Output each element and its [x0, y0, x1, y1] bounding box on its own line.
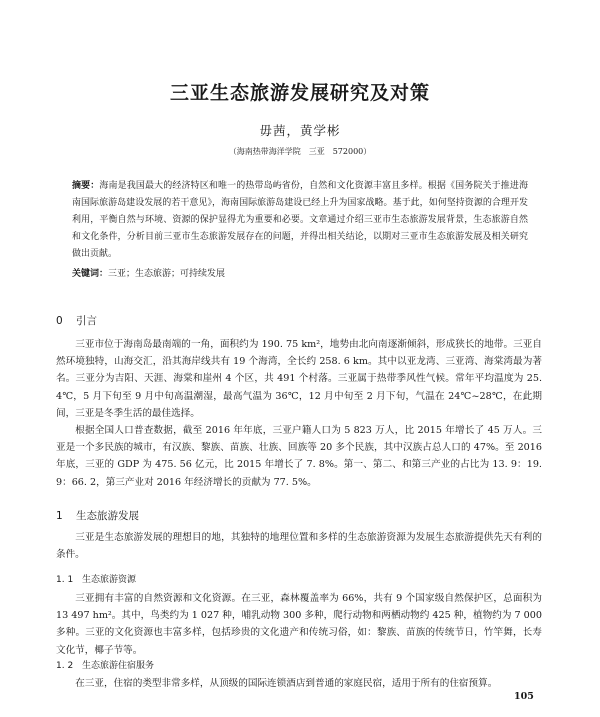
- intro-paragraph-1: 三亚市位于海南岛最南端的一角，面积约为 190. 75 km²，地势由北向南逐渐倾斜，形成狭长的地带。三亚自然环境独特，山海交汇，沿其海岸线共有 19 个海湾，全长约 258. 6 km。其中以亚龙湾、三亚湾、海棠湾最为著名。三亚分为吉阳、天涯、海棠和崖州 4 个区，共 491 个村落。三亚属于热带季风性气候。常年平均温度为 25. 4℃，5 月下旬至 9 月中旬高温潮湿，最高气温为 36℃，12 月中旬至 2 月下旬，气温在 24℃~28℃，在此期间，三亚是冬季生活的最佳选择。: [56, 339, 542, 419]
- section-heading-0: [56, 313, 97, 328]
- subsection-title: 生态旅游住宿服务: [82, 661, 155, 671]
- keywords-text: 三亚；生态旅游；可持续发展: [108, 269, 226, 279]
- keywords: [72, 266, 528, 282]
- paper-title: 三亚生态旅游发展研究及对策: [169, 82, 430, 104]
- section1-paragraph: 三亚是生态旅游发展的理想目的地，其独特的地理位置和多样的生态旅游资源为发展生态旅游提供先天有利的条件。: [56, 532, 542, 561]
- intro-paragraph-2: 根据全国人口普查数据，截至 2016 年年底，三亚户籍人口为 5 823 万人，比 2015 年增长了 45 万人。三亚是一个多民族的城市，有汉族、黎族、苗族、壮族、回族等 20 多个民族，其中汉族占总人口的 47%。至 2016 年底，三亚的 GDP 为 475. 56 亿元，比 2015 年增长了 7. 8%。第一、第二、和第三产业的占比为 13. 9：19. 9：66. 2，第三产业对 2016 年经济增长的贡献为 77. 5%。: [56, 425, 542, 488]
- section-number: 1: [56, 510, 63, 522]
- page-number: 105: [514, 691, 534, 702]
- subsection-number: 1. 2: [56, 661, 74, 671]
- subsection-heading-1-2: [56, 658, 154, 671]
- subsection-title: 生态旅游资源: [82, 575, 137, 585]
- subsection-1-2-paragraph: 在三亚，住宿的类型非常多样，从顶级的国际连锁酒店到普通的家庭民宿，适用于所有的住宿预算。: [75, 678, 498, 689]
- keywords-label: 关键词：: [72, 269, 109, 279]
- abstract-label: 摘要：: [72, 181, 100, 191]
- author-line: 毋茜，黄学彬: [259, 123, 341, 138]
- section-heading-1: [56, 508, 139, 523]
- abstract-text: 海南是我国最大的经济特区和唯一的热带岛屿省份，自然和文化资源丰富且多样。根据《国务院关于推进海南国际旅游岛建设发展的若干意见》，海南国际旅游岛建设已经上升为国家战略。基于此，如何坚持资源的合理开发利用，平衡自然与环境、资源的保护显得尤为重要和必要。文章通过介绍三亚市生态旅游发展背景，生态旅游自然和文化条件，分析目前三亚市生态旅游发展存在的问题，并得出相关结论，以期对三亚市生态旅游发展及相关研究做出贡献。: [72, 181, 528, 259]
- subsection-heading-1-1: [56, 572, 136, 585]
- section-title: 生态旅游发展: [76, 510, 139, 522]
- abstract: [72, 178, 528, 263]
- affiliation-line: （海南热带海洋学院 三亚 572000）: [228, 147, 372, 156]
- section-title: 引言: [76, 315, 97, 327]
- section-number: 0: [56, 315, 63, 327]
- subsection-1-1-paragraph: 三亚拥有丰富的自然资源和文化资源。在三亚，森林覆盖率为 66%，共有 9 个国家级自然保护区，总面积为 13 497 hm²。其中，鸟类约为 1 027 种，哺乳动物 300 多种，爬行动物和两栖动物约 425 种，植物约为 7 000 多种。三亚的文化资源也丰富多样，包括珍贵的文化遗产和传统习俗，如：黎族、苗族的传统节日，竹竿舞，长寿文化节，椰子节等。: [56, 593, 542, 656]
- subsection-number: 1. 1: [56, 575, 74, 585]
